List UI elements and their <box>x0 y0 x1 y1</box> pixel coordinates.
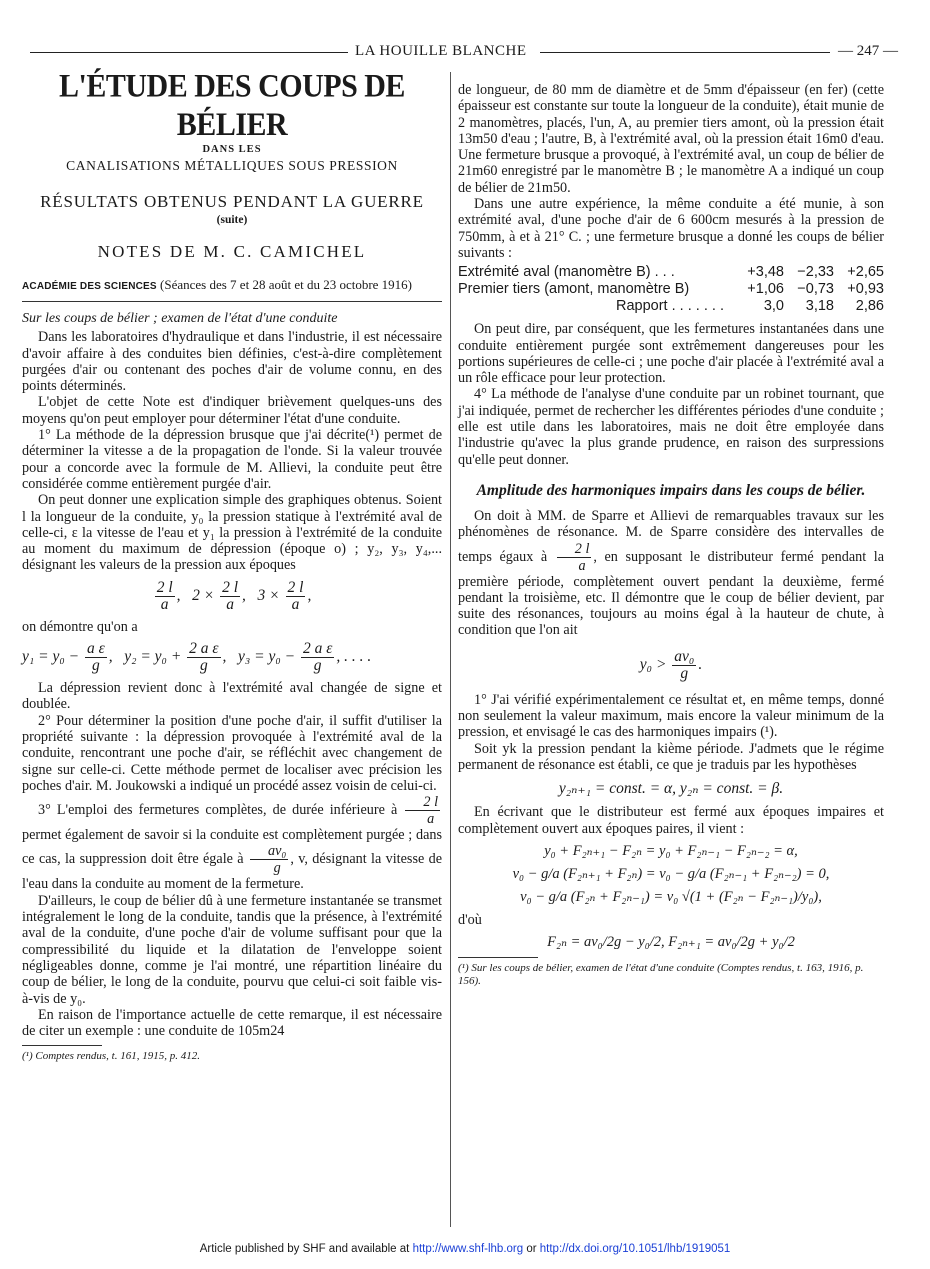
fraction: $\frac{\text{av₀}}{g}$ <box>674 647 695 682</box>
cell: −2,33 <box>797 264 834 281</box>
header-rule-right <box>540 52 830 53</box>
equation-constants: y₂ₙ₊₁ = const. = α, y₂ₙ = const. = β. <box>558 780 784 798</box>
cell: +2,65 <box>847 264 884 281</box>
dou-label: d'où <box>458 911 482 928</box>
paragraph: En raison de l'importance actuelle de cette remarque, il est nécessaire de citer un exemple : une conduite de 105m24 <box>22 1006 442 1040</box>
cell: 3,18 <box>805 298 834 315</box>
paragraph: On peut dire, par conséquent, que les fermetures instantanées dans une conduite entièrement purgée sont extrêmement dangereuses pour les portions supérieures de celle-ci ; une poche d'air placée à l'extrémité aval a un rôle efficace pour leur protection. <box>458 321 884 387</box>
paragraph: D'ailleurs, le coup de bélier dû à une fermeture instantanée se transmet intégralement le long de la conduite, tandis que la présence, à l'extrémité aval de la conduite, d'une poche d'air de volume suffisant pour que la compressibilité du liquide et la dilatation de l'enveloppe soient négligeables donne, comme je l'ai montré, une répartition linéaire du coup de bélier, le long de la conduite, pourvu que celui-ci soit faible vis-à-vis de y₀. <box>22 892 442 1007</box>
measurement-table <box>458 264 884 315</box>
page-number: — 247 — <box>838 43 898 59</box>
right-column <box>458 82 884 988</box>
paragraph: L'objet de cette Note est d'indiquer brièvement quelques-uns des moyens qu'on peut employer pour déterminer l'état d'une conduite. <box>22 394 442 427</box>
note-heading: Sur les coups de bélier ; examen de l'état d'une conduite <box>22 311 338 326</box>
fraction: $\frac{\text{a ε}}{g}$ <box>86 640 105 675</box>
title-dans-les: DANS LES <box>202 144 262 155</box>
credit-text: Article published by SHF and available at <box>199 1243 413 1255</box>
cell: +1,06 <box>747 281 784 298</box>
table-row <box>458 298 884 315</box>
fraction: $\frac{\text{2 a ε}}{g}$ <box>189 640 219 675</box>
equation-inequality: y₀ > $\frac{\text{av₀}}{g}$ . <box>639 647 703 682</box>
academy-line <box>22 277 442 293</box>
equation-pressures: y₁ = y₀ − $\frac{\text{a ε}}{g}$ , y₂ = y₀ + $\frac{\text{2 a ε}}{g}$ , y₃ = y₀ − $\frac{\text{2 a ε}}{g}$ , . . . . <box>22 640 372 675</box>
paragraph: En écrivant que le distributeur est fermé aux époques impaires et complètement ouvert aux époques paires, il vient : <box>458 804 884 837</box>
paragraph: Dans une autre expérience, la même conduite a été munie, à son extrémité aval, d'une poche d'air de 6 600cm mesurés à la pression de 750mm, à et à 21° C. ; une fermeture brusque a donné les coups de bélier suivants : <box>458 196 884 261</box>
equation-system-1: y₀ + F₂ₙ₊₁ − F₂ₙ = y₀ + F₂ₙ₋₁ − F₂ₙ₋₂ = α, <box>544 842 798 859</box>
article-subtitle: CANALISATIONS MÉTALLIQUES SOUS PRESSION <box>66 158 398 173</box>
paragraph: Soit yk la pression pendant la kième période. J'admets que le régime permanent de résonance est établi, ce que je traduis par les hypothèses <box>458 740 884 773</box>
equation-system-2: v₀ − g/a (F₂ₙ₊₁ + F₂ₙ) = v₀ − g/a (F₂ₙ₋₁ + F₂ₙ₋₂) = 0, <box>512 865 830 882</box>
fraction: $\frac{2 l}{a}$ <box>287 578 304 613</box>
results-heading: RÉSULTATS OBTENUS PENDANT LA GUERRE <box>40 192 424 211</box>
fraction: $\frac{\text{av₀}}{g}$ <box>250 843 288 876</box>
fraction: $\frac{2 l}{a}$ <box>405 794 440 827</box>
publication-credit <box>0 1243 930 1255</box>
section-separator <box>22 301 442 302</box>
paragraph: 1° La méthode de la dépression brusque que j'ai décrite(¹) permet de déterminer la vitesse a de la propagation de l'onde. Si la valeur trouvée pour a concorde avec la formule de M. Allievi, la conduite peut être considérée comme entièrement purgée d'air. <box>22 427 442 492</box>
shf-link[interactable]: http://www.shf-lhb.org <box>412 1243 524 1255</box>
footnote: (¹) Sur les coups de bélier, examen de l'état d'une conduite (Comptes rendus, t. 163, 1916, p. 156). <box>458 962 864 988</box>
column-rule <box>450 72 451 1227</box>
equation-epochs: $\frac{2 l}{a}$ , 2 × $\frac{2 l}{a}$ , 3 × $\frac{2 l}{a}$ , <box>156 578 312 613</box>
fraction: $\frac{\text{2 a ε}}{g}$ <box>303 640 333 675</box>
footnote-rule <box>22 1045 102 1046</box>
section-heading: Amplitude des harmoniques impairs dans les coups de bélier. <box>476 481 866 499</box>
paragraph-closures: 3° L'emploi des fermetures complètes, de durée inférieure à $\frac{2 l}{a}$ permet également de savoir si la conduite est complètement purgée ; dans ce cas, la suppression doit être égale à $\frac{\text{av₀}}{g}$ , v, désignant la vitesse de l'eau dans la conduite au moment de la fermeture. <box>22 794 443 893</box>
table-row <box>458 281 884 298</box>
footnote-rule <box>458 957 538 958</box>
paragraph: de longueur, de 80 mm de diamètre et de 5mm d'épaisseur (en fer) (cette épaisseur est constante sur toute la longueur de la conduite), était munie de 2 manomètres, placés, l'un, A, au premier tiers amont, où la pression était 13m50 d'eau ; l'autre, B, à l'extrémité aval, où la pression était 16m0 d'eau. Une fermeture brusque a provoqué, à l'extrémité aval, un coup de bélier de 21m60 enregistré par le manomètre B ; le manomètre A a indiqué un coup de bélier de 21m50. <box>458 82 884 196</box>
fraction: $\frac{2 l}{a}$ <box>156 578 173 613</box>
journal-name: LA HOUILLE BLANCHE <box>355 43 527 59</box>
academy-dates: (Séances des 7 et 28 août et du 23 octobre 1916) <box>160 277 413 292</box>
fraction: $\frac{2 l}{a}$ <box>557 541 592 574</box>
doi-link[interactable]: http://dx.doi.org/10.1051/lhb/1919051 <box>539 1243 731 1255</box>
table-row <box>458 264 884 281</box>
row-label: Rapport . . . . . . . <box>616 298 724 315</box>
paragraph: 4° La méthode de l'analyse d'une conduite par un robinet tournant, que j'ai indiquée, permet de rechercher les différentes périodes d'une conduite ; elle est utile dans les laboratoires, mais ne doit être employée dans l'industrie qu'avec la plus grande prudence, en raison des surpressions qu'elle peut donner. <box>458 386 884 468</box>
academy-label: ACADÉMIE DES SCIENCES <box>22 281 157 292</box>
paragraph: 1° J'ai vérifié expérimentalement ce résultat et, en même temps, donné non seulement la valeur maximum, mais encore la valeur minimum de la pression, et envisagé le cas des harmoniques impairs (¹). <box>458 691 884 741</box>
cell: −0,73 <box>797 281 834 298</box>
row-label: Premier tiers (amont, manomètre B) <box>458 281 690 298</box>
footnote: (¹) Comptes rendus, t. 161, 1915, p. 412. <box>22 1050 200 1063</box>
credit-text: or <box>523 1243 540 1255</box>
article-title: L'ÉTUDE DES COUPS DE BÉLIER <box>59 68 405 143</box>
suite-label: (suite) <box>216 214 248 226</box>
cell: +0,93 <box>847 281 884 298</box>
paragraph: La dépression revient donc à l'extrémité aval changée de signe et doublée. <box>22 680 442 713</box>
equation-system-3: v₀ − g/a (F₂ₙ + F₂ₙ₋₁) = v₀ √(1 + (F₂ₙ − F₂ₙ₋₁)/y₀), <box>520 888 822 905</box>
cell: 3,0 <box>763 298 784 315</box>
equation-final: F₂ₙ = av₀/2g − y₀/2, F₂ₙ₊₁ = av₀/2g + y₀/2 <box>547 934 795 951</box>
cell: +3,48 <box>747 264 784 281</box>
paragraph-sparre: On doit à MM. de Sparre et Allievi de remarquables travaux sur les phénomènes de résonance. M. de Sparre considère des intervalles de temps égaux à $\frac{2 l}{a}$ , en supposant le distributeur fermé pendant la première période, complètement ouvert pendant la deuxième, fermé pendant la troisième, etc. Il démontre que le coup de bélier devient, par suite des résonances, toujours au moins égal à la hauteur de chute, à condition que l'on ait <box>458 507 884 639</box>
paragraph: Dans les laboratoires d'hydraulique et dans l'industrie, il est nécessaire d'avoir affaire à des conduites bien définies, c'est-à-dire complètement purgées d'air ou contenant des poches d'air de volume connu, en des points déterminés. <box>22 329 442 395</box>
row-label: Extrémité aval (manomètre B) . . . <box>458 264 675 281</box>
paragraph: on démontre qu'on a <box>22 618 138 635</box>
cell: 2,86 <box>855 298 884 315</box>
paragraph: On peut donner une explication simple des graphiques obtenus. Soient l la longueur de la conduite, y₀ la pression statique à l'extrémité aval de celle-ci, ε la vitesse de l'eau et y₁ la pression à l'extrémité de la conduite au moment du maximum de dépression (époque o) ; y₂, y₃, y₄,... désignant les valeurs de la pression aux époques <box>22 492 442 574</box>
author-line: NOTES DE M. C. CAMICHEL <box>97 242 367 261</box>
left-column <box>22 70 442 1063</box>
paragraph: 2° Pour déterminer la position d'une poche d'air, il suffit d'utiliser la propriété suivante : la dépression provoquée à l'extrémité aval de la conduite, rencontrant une poche d'air, se réfléchit avec changement de signe sur celle-ci. Cette méthode permet de localiser avec précision les poches d'air. M. Joukowski a indiqué un procédé assez voisin de celui-ci. <box>22 712 442 794</box>
fraction: $\frac{2 l}{a}$ <box>222 578 239 613</box>
header-rule-left <box>30 52 348 53</box>
